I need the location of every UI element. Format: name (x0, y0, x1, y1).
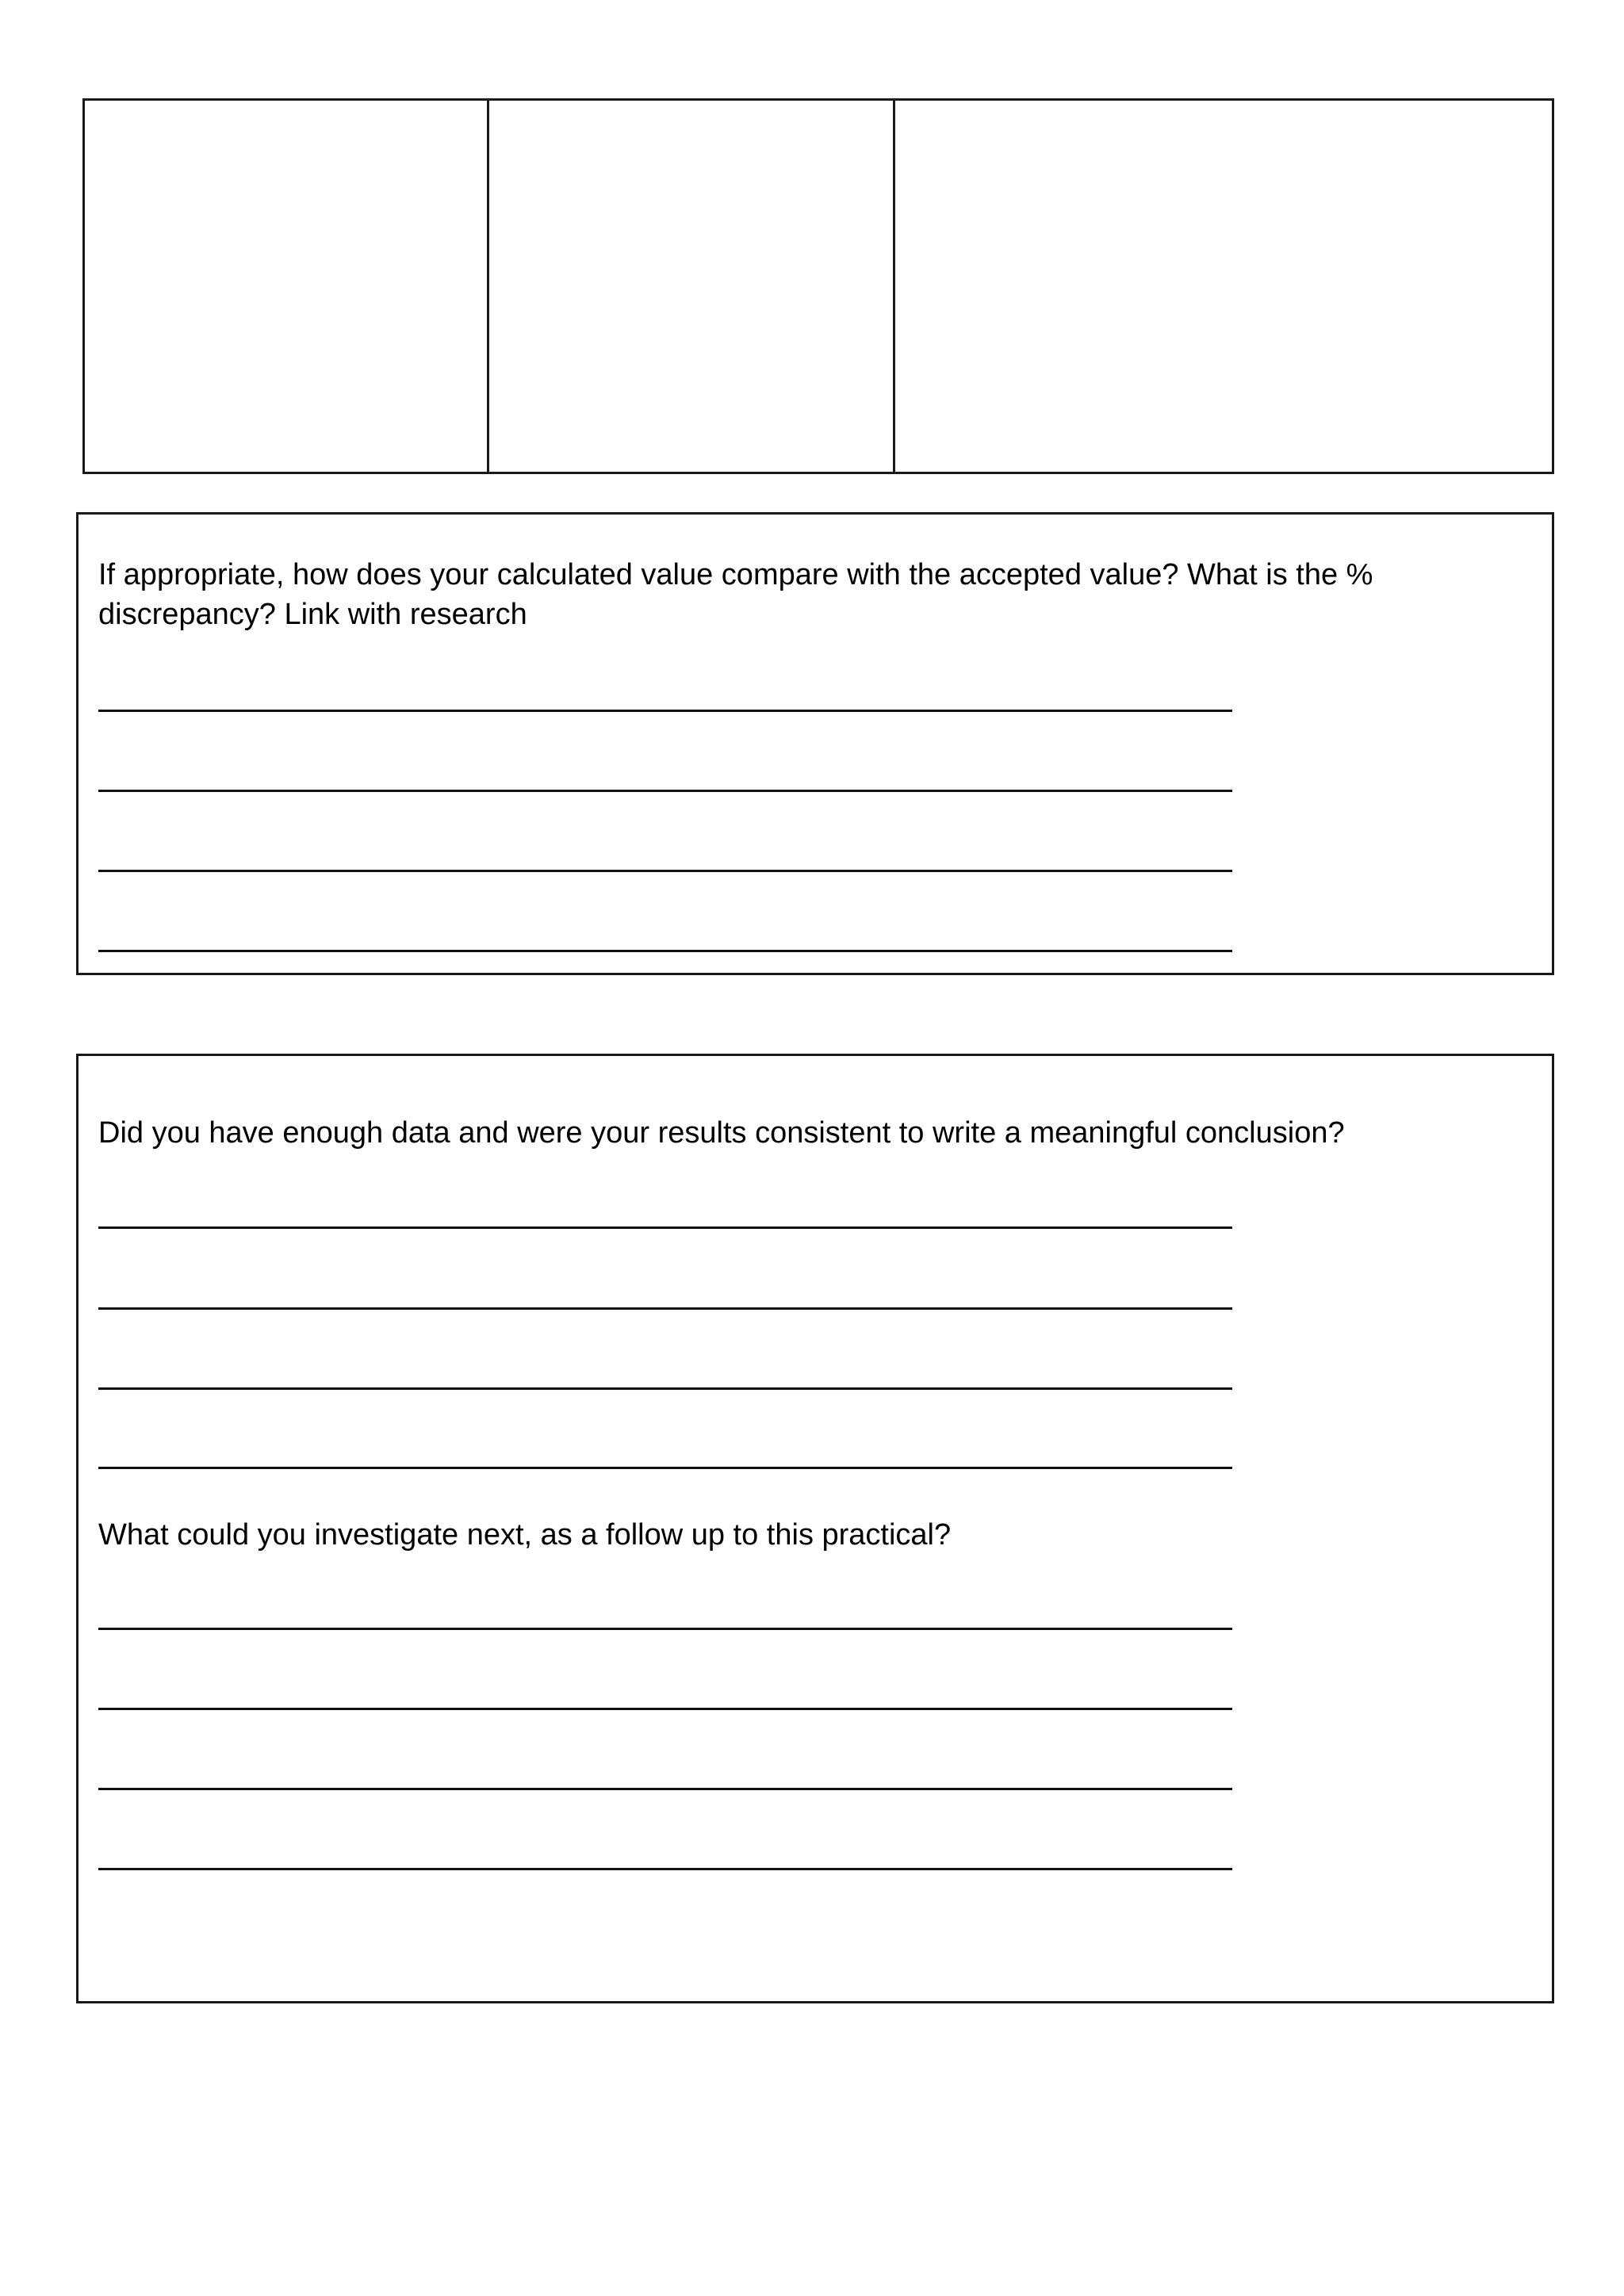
answer-line[interactable] (98, 710, 1232, 712)
follow-up-question: What could you investigate next, as a follow up to this practical? (98, 1518, 952, 1552)
answer-line[interactable] (98, 1387, 1232, 1390)
answer-line[interactable] (98, 1708, 1232, 1710)
answer-line[interactable] (98, 870, 1232, 872)
table-cell[interactable] (487, 101, 893, 472)
answer-line[interactable] (98, 790, 1232, 792)
comparison-question: If appropriate, how does your calculated value compare with the accepted value? What is the % discrepancy? Link with research (98, 558, 1373, 631)
answer-line[interactable] (98, 1628, 1232, 1630)
answer-line[interactable] (98, 1467, 1232, 1469)
table-cell[interactable] (85, 101, 487, 472)
answer-line[interactable] (98, 1788, 1232, 1790)
table-cell[interactable] (893, 101, 1552, 472)
empty-table (82, 98, 1554, 474)
answer-line[interactable] (98, 950, 1232, 952)
answer-line[interactable] (98, 1226, 1232, 1229)
answer-line[interactable] (98, 1868, 1232, 1870)
conclusion-question: Did you have enough data and were your results consistent to write a meaningful conclusion? (98, 1116, 1345, 1150)
answer-line[interactable] (98, 1307, 1232, 1310)
